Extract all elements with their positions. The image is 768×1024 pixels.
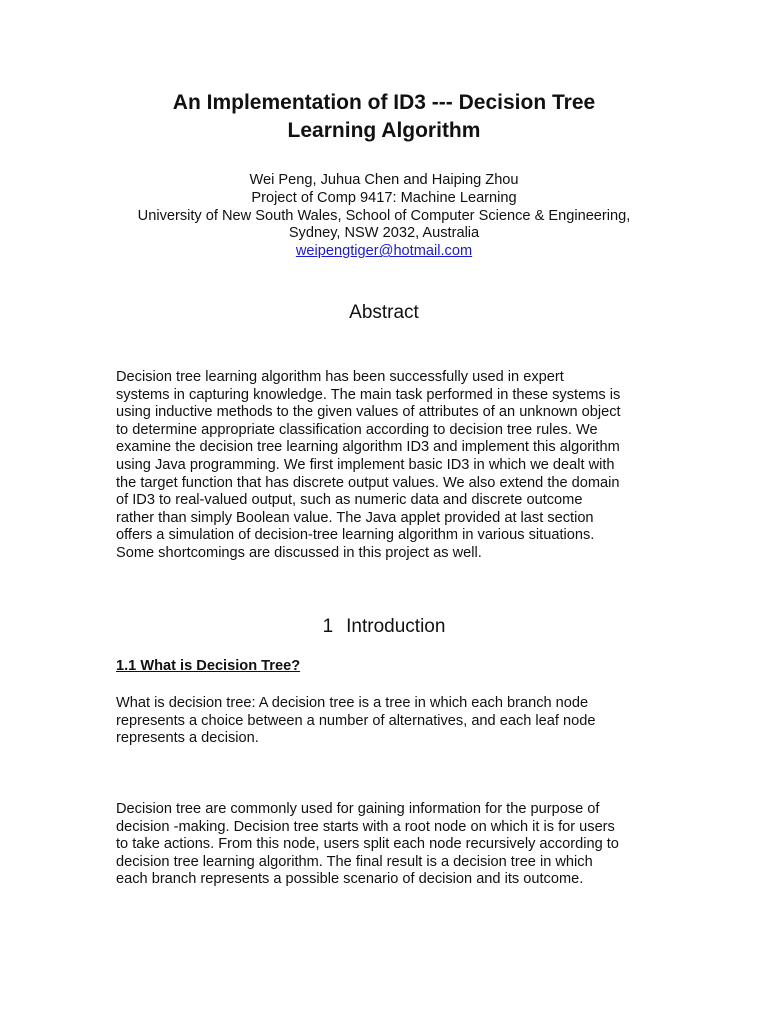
intro-paragraph-2 [116,801,676,889]
paper-title [84,89,684,145]
section-number: 1 [322,616,334,637]
abstract-heading: Abstract [349,302,419,323]
paragraph-line: decision -making. Decision tree starts with a root node on which it is for users [116,818,615,835]
abstract-line: rather than simply Boolean value. The Java applet provided at last section [116,509,594,526]
project-line: Project of Comp 9417: Machine Learning [251,189,517,206]
section-title: Introduction [346,616,446,637]
email-link[interactable]: weipengtiger@hotmail.com [295,243,473,260]
paragraph-line: Decision tree are commonly used for gaining information for the purpose of [116,801,600,817]
title-line: Learning Algorithm [287,119,481,142]
section-heading [0,615,768,639]
intro-paragraph-1 [116,695,676,748]
abstract-line: Some shortcomings are discussed in this project as well. [116,544,482,561]
paragraph-line: to take actions. From this node, users split each node recursively according to [116,836,619,853]
abstract-line: using inductive methods to the given values of attributes of an unknown object [116,404,621,421]
author-names: Wei Peng, Juhua Chen and Haiping Zhou [249,172,519,188]
abstract-line: of ID3 to real-valued output, such as numeric data and discrete outcome [116,492,583,509]
abstract-line: examine the decision tree learning algorithm ID3 and implement this algorithm [116,439,620,456]
abstract-line: offers a simulation of decision-tree learning algorithm in various situations. [116,527,595,544]
abstract-line: Decision tree learning algorithm has been successfully used in expert [116,369,564,385]
paragraph-line: What is decision tree: A decision tree is a tree in which each branch node [116,695,589,711]
paragraph-line: represents a decision. [116,730,259,747]
abstract-line: systems in capturing knowledge. The main task performed in these systems is [116,386,621,403]
title-line: An Implementation of ID3 --- Decision Tree [172,91,596,114]
abstract-line: to determine appropriate classification according to decision tree rules. We [116,421,598,438]
affiliation-line: Sydney, NSW 2032, Australia [288,225,480,242]
author-block [60,172,708,261]
paragraph-line: decision tree learning algorithm. The final result is a decision tree in which [116,853,593,870]
subsection-heading: 1.1 What is Decision Tree? [116,658,301,674]
email-line [60,243,708,261]
abstract-line: using Java programming. We first implement basic ID3 in which we dealt with [116,456,615,473]
abstract-text [116,369,676,563]
abstract-line: the target function that has discrete output values. We also extend the domain [116,474,620,491]
affiliation-line: University of New South Wales, School of Computer Science & Engineering, [137,207,631,224]
paragraph-line: each branch represents a possible scenario of decision and its outcome. [116,871,584,888]
paragraph-line: represents a choice between a number of alternatives, and each leaf node [116,712,596,729]
